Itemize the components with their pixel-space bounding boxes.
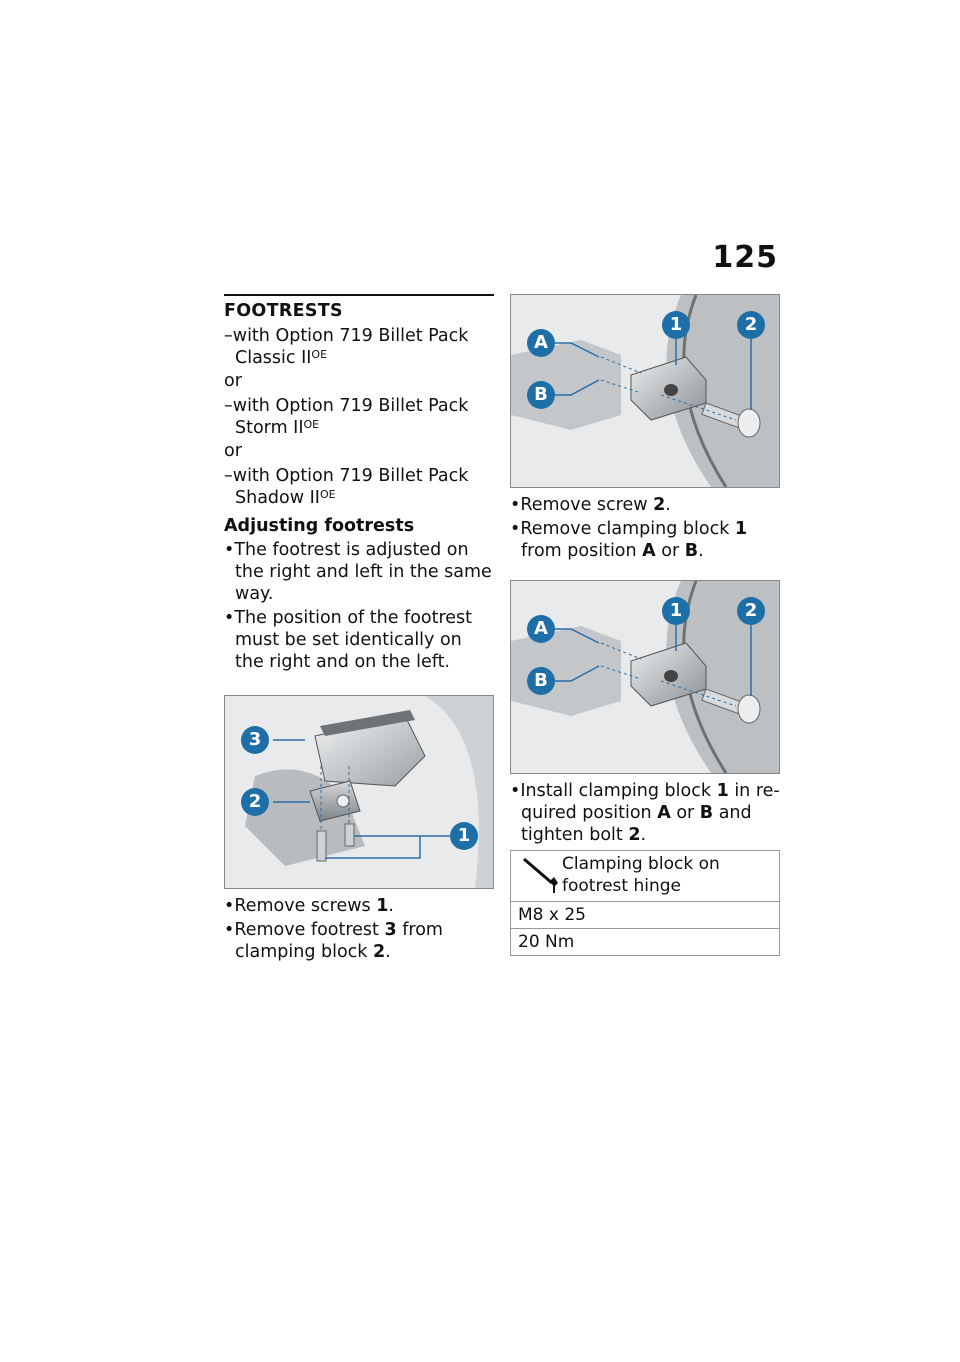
- bullet-item: •The footrest is adjusted on the right and left in the same way.: [224, 540, 492, 604]
- spec-torque: 20 Nm: [511, 929, 780, 956]
- callout-1: 1: [662, 311, 690, 339]
- callout-b: B: [527, 381, 555, 409]
- callout-2: 2: [241, 788, 269, 816]
- clamping-block-figure-2: [510, 580, 780, 774]
- torque-wrench-icon: [518, 853, 562, 899]
- left-column: [224, 294, 494, 963]
- bullet-item: •Remove screws 1.: [224, 896, 394, 916]
- callout-b: B: [527, 667, 555, 695]
- subheading: Adjusting footrests: [224, 516, 415, 536]
- bullet-item: •The position of the footrest must be set identically on the right and on the left.: [224, 608, 473, 672]
- clamping-block-figure-1: [510, 294, 780, 488]
- torque-spec-table: [510, 850, 780, 956]
- page-number: 125: [712, 240, 778, 275]
- right-column: [510, 294, 780, 956]
- callout-2: 2: [737, 597, 765, 625]
- callout-a: A: [527, 329, 555, 357]
- footrest-figure: [224, 695, 494, 889]
- bullet-item: •Remove screw 2.: [510, 495, 671, 515]
- callout-3: 3: [241, 726, 269, 754]
- bullet-item: •Remove footrest 3 from clamping block 2.: [224, 920, 443, 962]
- option-item: –with Option 719 Billet Pack Shadow $II^{OE}$: [224, 466, 469, 508]
- callout-1: 1: [662, 597, 690, 625]
- option-item: –with Option 719 Billet Pack Classic $II^{OE}$: [224, 326, 469, 368]
- callout-2: 2: [737, 311, 765, 339]
- bullet-item: •Remove clamping block 1 from position A or B.: [510, 519, 748, 561]
- spec-label-cell: [511, 851, 780, 902]
- or-label: or: [224, 441, 242, 461]
- section-title: FOOTRESTS: [224, 301, 343, 321]
- callout-1: 1: [450, 822, 478, 850]
- or-label: or: [224, 371, 242, 391]
- bullet-item: •Install clamping block 1 in re-quired position A or B and tighten bolt 2.: [510, 781, 780, 845]
- spec-label: Clamping block on footrest hinge: [562, 854, 720, 896]
- spec-size: M8 x 25: [511, 902, 780, 929]
- callout-a: A: [527, 615, 555, 643]
- option-item: –with Option 719 Billet Pack Storm $II^{OE}$: [224, 396, 469, 438]
- section-rule: [224, 294, 494, 296]
